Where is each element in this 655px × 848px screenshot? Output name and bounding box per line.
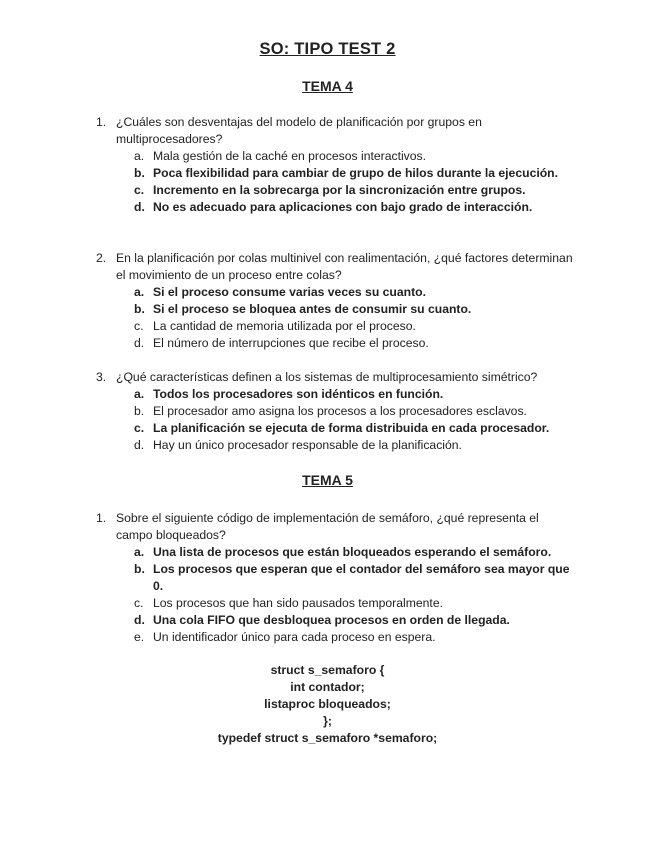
option-text: Si el proceso consume varias veces su cuanto.: [153, 285, 426, 299]
question-number: 2.: [96, 251, 107, 265]
option-letter: a.: [134, 285, 145, 299]
tema4-question-2: [96, 250, 576, 352]
tema5-heading: TEMA 5: [302, 472, 353, 488]
code-line: listaproc bloqueados;: [264, 697, 391, 711]
code-line: struct s_semaforo {: [270, 663, 385, 677]
question-text: [96, 510, 576, 544]
option-text: El procesador amo asigna los procesos a los procesadores esclavos.: [153, 404, 527, 418]
question-number: 3.: [96, 370, 107, 384]
option-letter: d.: [134, 613, 145, 627]
option-c: [96, 420, 576, 437]
option-letter: e.: [134, 630, 145, 644]
option-text: Mala gestión de la caché en procesos interactivos.: [153, 149, 427, 163]
option-a: [96, 284, 576, 301]
option-letter: b.: [134, 302, 145, 316]
option-text: El número de interrupciones que recibe el proceso.: [153, 336, 429, 350]
question-body: ¿Qué características definen a los sistemas de multiprocesamiento simétrico?: [116, 370, 538, 384]
option-e: [96, 629, 576, 646]
code-line: };: [323, 714, 332, 728]
option-text: Una cola FIFO que desbloquea procesos en orden de llegada.: [153, 613, 510, 627]
option-letter: d.: [134, 438, 145, 452]
option-text: Hay un único procesador responsable de la planificación.: [153, 438, 462, 452]
option-d: [96, 335, 576, 352]
question-number: 1.: [96, 511, 107, 525]
option-text: Poca flexibilidad para cambiar de grupo de hilos durante la ejecución.: [153, 166, 559, 180]
option-c: [96, 595, 576, 612]
option-list: [96, 284, 576, 352]
option-text: No es adecuado para aplicaciones con bajo grado de interacción.: [153, 200, 533, 214]
option-text: Los procesos que esperan que el contador del semáforo sea mayor que 0.: [153, 562, 570, 593]
tema4-question-1: [96, 114, 576, 216]
question-text: [96, 250, 576, 284]
question-body: ¿Cuáles son desventajas del modelo de planificación por grupos en multiprocesadores?: [116, 115, 482, 146]
option-text: Todos los procesadores son idénticos en función.: [153, 387, 444, 401]
option-letter: a.: [134, 545, 145, 559]
tema5-question-1: [96, 510, 576, 646]
option-letter: c.: [134, 183, 145, 197]
option-c: [96, 318, 576, 335]
question-text: [96, 114, 576, 148]
tema4-question-3: [96, 369, 576, 454]
option-letter: a.: [134, 387, 145, 401]
tema4-heading: TEMA 4: [302, 78, 353, 94]
option-c: [96, 182, 576, 199]
option-text: Los procesos que han sido pausados temporalmente.: [153, 596, 443, 610]
question-body: En la planificación por colas multinivel con realimentación, ¿qué factores determinan el movimiento de un proceso entre colas?: [116, 251, 573, 282]
option-list: [96, 544, 576, 646]
code-line: typedef struct s_semaforo *semaforo;: [217, 731, 438, 745]
option-text: Un identificador único para cada proceso en espera.: [153, 630, 436, 644]
option-a: [96, 148, 576, 165]
option-text: La cantidad de memoria utilizada por el proceso.: [153, 319, 416, 333]
option-d: [96, 437, 576, 454]
option-letter: a.: [134, 149, 145, 163]
code-line: int contador;: [290, 680, 365, 694]
option-a: [96, 386, 576, 403]
option-b: [96, 561, 576, 595]
option-d: [96, 612, 576, 629]
option-text: Una lista de procesos que están bloqueados esperando el semáforo.: [153, 545, 552, 559]
option-letter: b.: [134, 166, 145, 180]
option-letter: c.: [134, 421, 145, 435]
option-text: Si el proceso se bloquea antes de consumir su cuanto.: [153, 302, 472, 316]
option-text: Incremento en la sobrecarga por la sincronización entre grupos.: [153, 183, 526, 197]
option-d: [96, 199, 576, 216]
option-letter: b.: [134, 404, 145, 418]
question-text: [96, 369, 576, 386]
document-title: SO: TIPO TEST 2: [259, 40, 396, 58]
option-b: [96, 165, 576, 182]
option-letter: d.: [134, 336, 145, 350]
option-a: [96, 544, 576, 561]
code-block: [0, 662, 655, 747]
option-list: [96, 386, 576, 454]
option-letter: c.: [134, 596, 144, 610]
option-text: La planificación se ejecuta de forma distribuida en cada procesador.: [153, 421, 550, 435]
option-letter: b.: [134, 562, 145, 576]
option-letter: d.: [134, 200, 145, 214]
question-body: Sobre el siguiente código de implementación de semáforo, ¿qué representa el campo bloqueados?: [116, 511, 539, 542]
option-list: [96, 148, 576, 216]
option-letter: c.: [134, 319, 144, 333]
option-b: [96, 403, 576, 420]
option-b: [96, 301, 576, 318]
question-number: 1.: [96, 115, 107, 129]
